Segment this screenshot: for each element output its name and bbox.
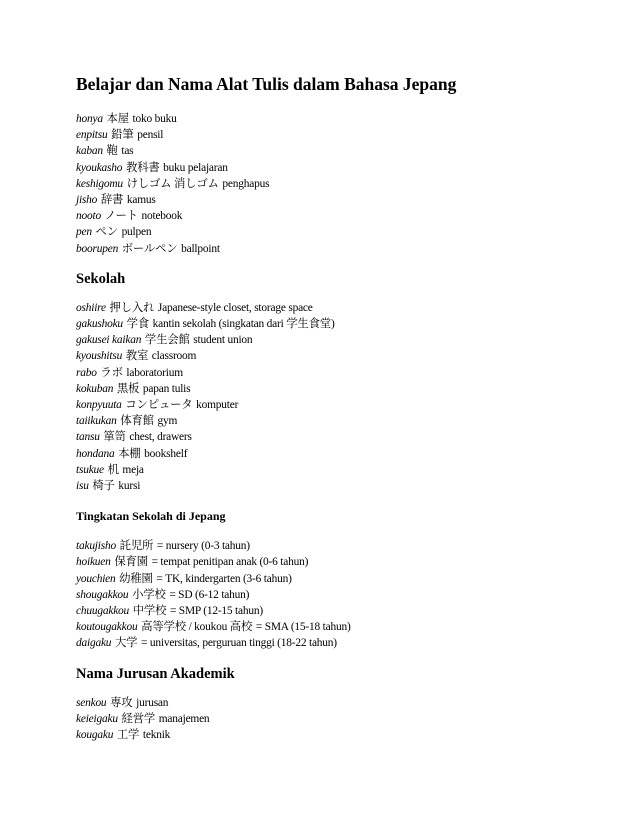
vocab-meaning: = SD (6-12 tahun)	[169, 588, 250, 601]
vocab-row	[76, 711, 596, 727]
vocab-japanese: 体育館	[120, 415, 154, 428]
vocab-row	[76, 635, 596, 651]
section	[76, 111, 596, 257]
section-heading: Sekolah	[76, 270, 126, 287]
vocab-japanese: 本棚	[118, 447, 141, 460]
vocab-meaning: komputer	[196, 399, 239, 412]
vocab-meaning: student union	[193, 334, 253, 347]
vocab-romaji: kyoushitsu	[76, 350, 123, 363]
section	[76, 666, 596, 744]
vocab-romaji: rabo	[76, 366, 97, 379]
vocab-romaji: tansu	[76, 431, 100, 444]
vocab-romaji: kougaku	[76, 729, 114, 742]
vocab-meaning: meja	[122, 463, 144, 476]
section-heading: Tingkatan Sekolah di Jepang	[76, 509, 226, 524]
vocab-row	[76, 619, 596, 635]
vocab-meaning: manajemen	[158, 712, 210, 725]
vocab-row	[76, 224, 596, 240]
vocab-meaning: notebook	[141, 210, 183, 223]
vocab-japanese: 机	[107, 463, 119, 476]
vocab-row	[76, 143, 596, 159]
vocab-japanese: 中学校	[132, 605, 167, 618]
vocab-japanese: ボールペン	[121, 242, 178, 255]
vocab-meaning: kantin sekolah (singkatan dari 学生食堂)	[152, 318, 335, 331]
section-heading: Nama Jurusan Akademik	[76, 665, 235, 682]
section	[76, 271, 596, 494]
vocab-meaning: teknik	[142, 729, 171, 742]
vocab-japanese: 押し入れ	[109, 301, 155, 314]
vocab-japanese: 高等学校 / koukou 高校	[141, 621, 253, 634]
vocab-row	[76, 478, 596, 494]
vocab-list	[76, 538, 596, 651]
vocab-row	[76, 192, 596, 208]
vocab-meaning: = SMA (15-18 tahun)	[255, 621, 351, 634]
vocab-japanese: 辞書	[100, 194, 124, 207]
document-content	[76, 111, 596, 743]
vocab-meaning: = universitas, perguruan tinggi (18-22 tahun)	[141, 637, 337, 650]
section	[76, 509, 596, 651]
vocab-romaji: gakushoku	[76, 318, 123, 331]
vocab-meaning: classroom	[151, 350, 197, 363]
vocab-japanese: 幼稚園	[119, 572, 153, 585]
vocab-japanese: ペン	[95, 226, 118, 239]
vocab-meaning: penghapus	[222, 177, 270, 190]
vocab-romaji: pen	[76, 226, 92, 239]
vocab-row	[76, 127, 596, 143]
page-title: Belajar dan Nama Alat Tulis dalam Bahasa Jepang	[76, 74, 457, 94]
vocab-japanese: コンピュータ	[125, 399, 193, 412]
vocab-japanese: 鉛筆	[111, 129, 134, 142]
vocab-meaning: papan tulis	[142, 382, 191, 395]
vocab-row	[76, 397, 596, 413]
vocab-meaning: gym	[157, 415, 178, 428]
vocab-japanese: 学生会館	[144, 334, 190, 347]
vocab-meaning: buku pelajaran	[163, 161, 228, 174]
vocab-row	[76, 381, 596, 397]
vocab-meaning: pulpen	[121, 226, 152, 239]
vocab-japanese: 教室	[125, 350, 149, 363]
vocab-meaning: ballpoint	[181, 242, 220, 255]
vocab-romaji: tsukue	[76, 463, 104, 476]
vocab-romaji: keieigaku	[76, 712, 118, 725]
vocab-japanese: 教科書	[125, 161, 160, 174]
vocab-meaning: = nursery (0-3 tahun)	[156, 540, 250, 553]
vocab-romaji: chuugakkou	[76, 605, 130, 618]
vocab-japanese: 学食	[126, 318, 149, 331]
vocab-meaning: chest, drawers	[129, 431, 192, 444]
vocab-japanese: 工学	[116, 729, 140, 742]
vocab-romaji: daigaku	[76, 637, 112, 650]
vocab-japanese: 経営学	[121, 712, 156, 725]
vocab-japanese: ラボ	[100, 366, 123, 379]
vocab-row	[76, 462, 596, 478]
vocab-romaji: hondana	[76, 447, 115, 460]
vocab-meaning: kursi	[118, 480, 141, 493]
vocab-meaning: tas	[121, 145, 134, 158]
vocab-romaji: isu	[76, 480, 89, 493]
vocab-row	[76, 727, 596, 743]
vocab-romaji: jisho	[76, 194, 98, 207]
vocab-romaji: senkou	[76, 696, 107, 709]
vocab-list	[76, 695, 596, 744]
vocab-row	[76, 571, 596, 587]
vocab-row	[76, 603, 596, 619]
vocab-romaji: youchien	[76, 572, 116, 585]
vocab-row	[76, 160, 596, 176]
vocab-list	[76, 111, 596, 257]
vocab-japanese: 椅子	[92, 480, 115, 493]
vocab-romaji: konpyuuta	[76, 399, 122, 412]
vocab-row	[76, 587, 596, 603]
vocab-row	[76, 413, 596, 429]
vocab-row	[76, 365, 596, 381]
vocab-japanese: 託児所	[119, 540, 154, 553]
vocab-romaji: takujisho	[76, 540, 116, 553]
vocab-japanese: 小学校	[132, 588, 166, 601]
vocab-japanese: 専攻	[110, 696, 133, 709]
vocab-meaning: toko buku	[132, 113, 177, 125]
vocab-meaning: = tempat penitipan anak (0-6 tahun)	[151, 556, 309, 569]
vocab-romaji: keshigomu	[76, 177, 123, 190]
vocab-row	[76, 176, 596, 192]
vocab-row	[76, 208, 596, 224]
vocab-romaji: koutougakkou	[76, 621, 138, 634]
vocab-row	[76, 348, 596, 364]
vocab-row	[76, 695, 596, 711]
vocab-romaji: kokuban	[76, 382, 114, 395]
vocab-japanese: 黒板	[116, 382, 140, 395]
vocab-row	[76, 554, 596, 570]
vocab-romaji: shougakkou	[76, 588, 129, 601]
vocab-japanese: 鞄	[106, 145, 118, 158]
vocab-row	[76, 332, 596, 348]
vocab-romaji: enpitsu	[76, 129, 108, 142]
vocab-meaning: bookshelf	[144, 447, 188, 460]
vocab-row	[76, 429, 596, 445]
vocab-row	[76, 241, 596, 257]
vocab-romaji: oshiire	[76, 301, 106, 314]
vocab-row	[76, 538, 596, 554]
vocab-romaji: hoikuen	[76, 556, 111, 569]
vocab-row	[76, 111, 596, 127]
vocab-meaning: laboratorium	[126, 366, 183, 379]
vocab-row	[76, 300, 596, 316]
vocab-meaning: jurusan	[136, 696, 169, 709]
vocab-japanese: 本屋	[106, 113, 129, 125]
vocab-japanese: けしゴム 消しゴム	[126, 177, 219, 190]
vocab-romaji: kaban	[76, 145, 103, 158]
vocab-romaji: taiikukan	[76, 415, 117, 428]
vocab-romaji: kyoukasho	[76, 161, 123, 174]
vocab-row	[76, 446, 596, 462]
vocab-meaning: = SMP (12-15 tahun)	[169, 605, 263, 618]
vocab-japanese: 箪笥	[103, 431, 126, 444]
vocab-row	[76, 316, 596, 332]
document-page	[76, 74, 596, 743]
vocab-japanese: 保育園	[114, 556, 148, 569]
vocab-romaji: nooto	[76, 210, 101, 223]
vocab-meaning: = TK, kindergarten (3-6 tahun)	[156, 572, 292, 585]
vocab-romaji: honya	[76, 113, 103, 125]
vocab-romaji: gakusei kaikan	[76, 334, 142, 347]
vocab-japanese: 大学	[114, 637, 138, 650]
vocab-japanese: ノート	[104, 210, 138, 223]
vocab-meaning: pensil	[137, 129, 164, 142]
vocab-list	[76, 300, 596, 494]
vocab-romaji: boorupen	[76, 242, 119, 255]
vocab-meaning: Japanese-style closet, storage space	[157, 301, 313, 314]
vocab-meaning: kamus	[126, 194, 156, 207]
